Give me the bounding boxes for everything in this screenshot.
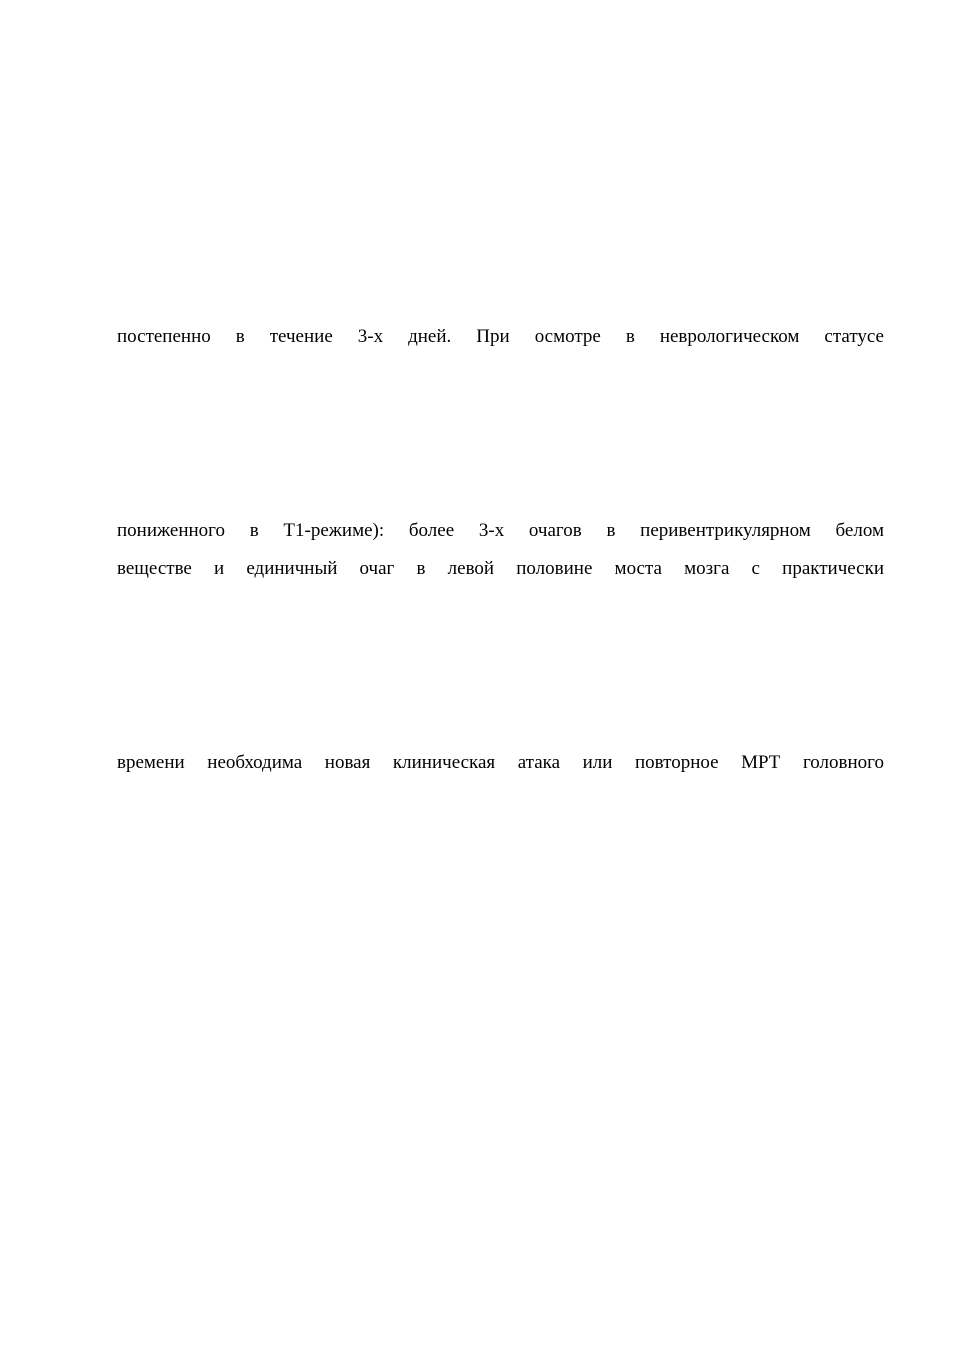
text-line: постепенно в течение 3-х дней. При осмотре в неврологическом статусе	[117, 326, 884, 347]
text-line: времени необходима новая клиническая атака или повторное МРТ головного	[117, 752, 884, 773]
text-line: пониженного в Т1-режиме): более 3-х очагов в перивентрикулярном белом	[117, 520, 884, 541]
text-line: веществе и единичный очаг в левой половине моста мозга с практически	[117, 558, 884, 579]
